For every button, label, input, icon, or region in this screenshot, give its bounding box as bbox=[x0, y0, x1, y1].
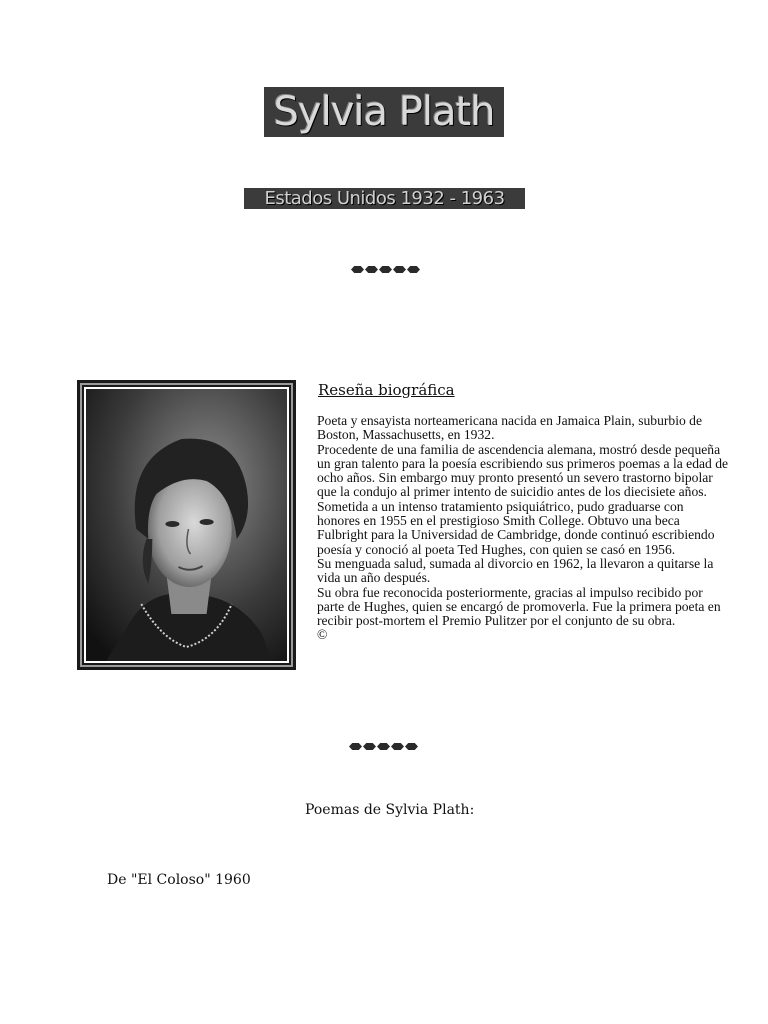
ornament-segment bbox=[363, 743, 376, 750]
ornament-divider-top bbox=[351, 266, 420, 273]
ornament-segment bbox=[391, 743, 404, 750]
bio-paragraph: Su menguada salud, sumada al divorcio en 1962, la llevaron a quitarse la vida un año después. bbox=[317, 555, 714, 586]
poems-title: Poemas de Sylvia Plath: bbox=[305, 802, 475, 818]
collection-heading: De "El Coloso" 1960 bbox=[107, 872, 251, 888]
bio-paragraph: Poeta y ensayista norteamericana nacida en Jamaica Plain, suburbio de Boston, Massachusetts, en 1932. bbox=[317, 413, 703, 443]
page-subtitle: Estados Unidos 1932 - 1963 bbox=[264, 187, 505, 209]
title-banner bbox=[264, 87, 504, 137]
ornament-segment bbox=[377, 743, 390, 750]
ornament-segment bbox=[407, 266, 420, 273]
bio-paragraph: Su obra fue reconocida posteriormente, gracias al impulso recibido por parte de Hughes, quien se encargó de promoverla. Fue la primera poeta en recibir post-mortem el Premio Pulitzer por el conjunto de su obra. bbox=[317, 584, 721, 629]
bio-paragraph: Procedente de una familia de ascendencia alemana, mostró desde pequeña un gran talento para la poesía escribiendo sus primeros poemas a la edad de ocho años. Sin embargo muy pronto presentó un severo trastorno bipolar que la condujo al primer intento de suicidio antes de los diecisiete años. Sometida a un intenso tratamiento psiquiátrico, pudo graduarse con honores en 1955 en el prestigioso Smith College. Obtuvo una beca Fulbright para la Universidad de Cambridge, donde continuó escribiendo poesía y conoció al poeta Ted Hughes, con quien se casó en 1956. bbox=[317, 441, 729, 557]
ornament-divider-bottom bbox=[349, 743, 418, 750]
subtitle-banner bbox=[244, 188, 525, 209]
ornament-segment bbox=[365, 266, 378, 273]
bio-heading: Reseña biográfica bbox=[318, 381, 455, 399]
ornament-segment bbox=[351, 266, 364, 273]
portrait-image bbox=[86, 389, 287, 661]
bio-text bbox=[317, 414, 729, 643]
ornament-segment bbox=[379, 266, 392, 273]
page-title: Sylvia Plath bbox=[273, 89, 495, 135]
copyright-symbol: © bbox=[317, 627, 328, 643]
ornament-segment bbox=[405, 743, 418, 750]
portrait-photo bbox=[77, 380, 296, 670]
ornament-segment bbox=[349, 743, 362, 750]
ornament-segment bbox=[393, 266, 406, 273]
